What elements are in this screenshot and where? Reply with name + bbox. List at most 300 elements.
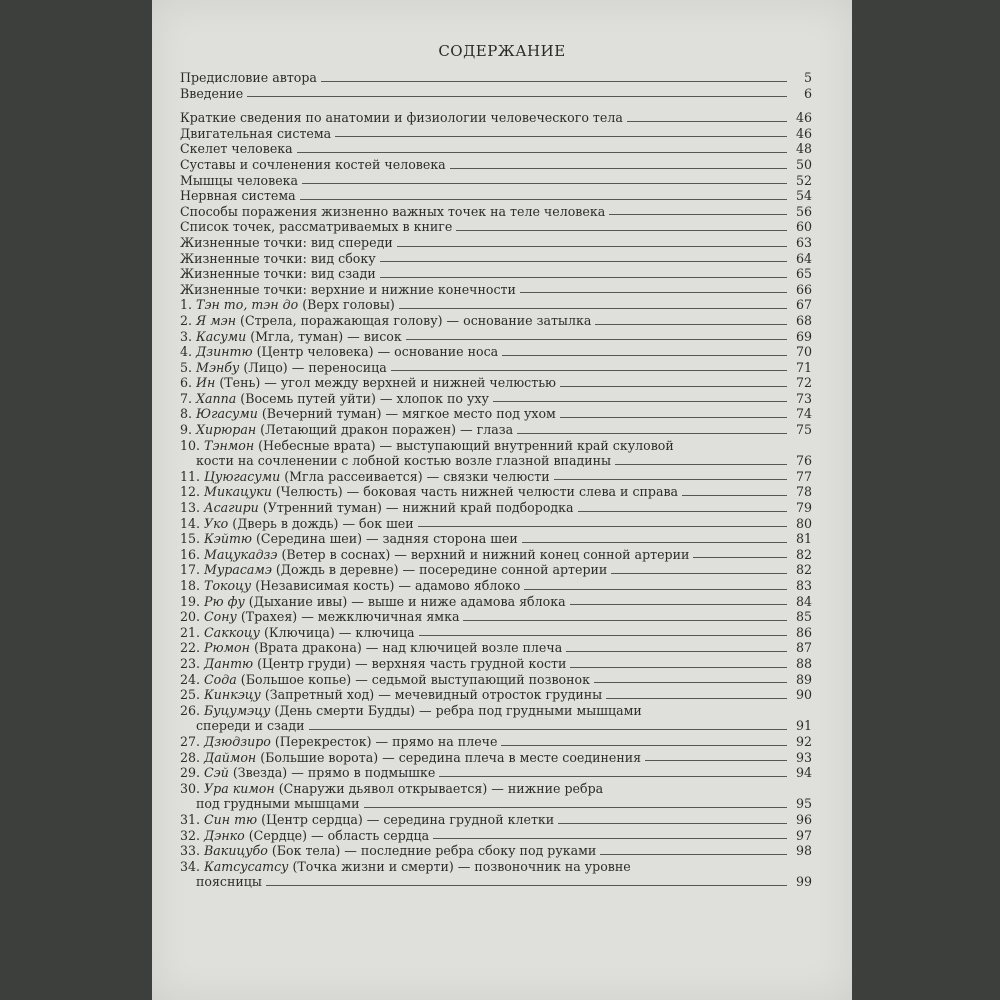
page-number: 99 bbox=[795, 874, 812, 890]
toc-entry-line bbox=[180, 594, 812, 610]
toc-entry-line bbox=[180, 562, 812, 578]
point-name: Буцумэцу bbox=[204, 702, 271, 718]
entry-number: 11. bbox=[180, 468, 201, 484]
toc-entry bbox=[180, 266, 812, 282]
toc-entry bbox=[180, 344, 812, 360]
toc-entry-line bbox=[180, 843, 812, 859]
entry-title: Жизненные точки: верхние и нижние конечности bbox=[180, 281, 516, 297]
point-name: Я мэн bbox=[196, 312, 237, 328]
page-number: 77 bbox=[795, 468, 812, 484]
entry-title: Нервная система bbox=[180, 188, 296, 204]
entry-description: (Центр сердца) — середина грудной клетки bbox=[261, 811, 555, 827]
dot-leader bbox=[522, 542, 787, 543]
entry-title: Предисловие автора bbox=[180, 70, 317, 85]
page-number: 92 bbox=[795, 733, 812, 749]
toc-entry-line bbox=[180, 126, 812, 142]
entry-title: Скелет человека bbox=[180, 141, 293, 157]
entry-description: (День смерти Будды) — ребра под грудными мышцами bbox=[274, 702, 642, 718]
toc-entry-line bbox=[180, 204, 812, 220]
toc-entry bbox=[180, 781, 812, 812]
entry-number: 12. bbox=[180, 484, 201, 500]
toc-entry-line bbox=[180, 672, 812, 688]
dot-leader bbox=[456, 230, 787, 231]
entry-title: Мышцы человека bbox=[180, 172, 299, 188]
entry-description-continued: поясницы bbox=[196, 874, 262, 890]
toc-entry bbox=[180, 859, 812, 890]
toc-entry-line bbox=[180, 297, 812, 313]
toc-entry bbox=[180, 656, 812, 672]
entry-number: 23. bbox=[180, 655, 201, 671]
toc-entry-line bbox=[180, 282, 812, 298]
entry-number: 24. bbox=[180, 671, 201, 687]
page-number: 50 bbox=[795, 156, 812, 172]
toc-entry bbox=[180, 578, 812, 594]
entry-number: 8. bbox=[180, 406, 193, 422]
entry-title: Краткие сведения по анатомии и физиологии человеческого тела bbox=[180, 110, 623, 126]
entry-description: (Мгла, туман) — висок bbox=[250, 328, 402, 344]
page-number: 75 bbox=[795, 422, 812, 438]
toc-entry-continuation bbox=[180, 718, 812, 734]
entry-description: (Перекресток) — прямо на плече bbox=[274, 733, 498, 749]
entry-description: (Ветер в соснах) — верхний и нижний конец сонной артерии bbox=[281, 546, 690, 562]
dot-leader bbox=[570, 667, 787, 668]
toc-entry-line bbox=[180, 750, 812, 766]
toc-entry-line bbox=[180, 313, 812, 329]
dot-leader bbox=[300, 199, 787, 200]
page-number: 80 bbox=[795, 515, 812, 531]
entry-description: (Восемь путей уйти) — хлопок по уху bbox=[240, 390, 489, 406]
toc-entry bbox=[180, 765, 812, 781]
page-number: 78 bbox=[795, 484, 812, 500]
entry-number: 1. bbox=[180, 297, 193, 313]
dot-leader bbox=[609, 214, 787, 215]
toc-entry-line bbox=[180, 344, 812, 360]
dot-leader bbox=[520, 292, 787, 293]
dot-leader bbox=[611, 573, 787, 574]
entry-description: (Снаружи дьявол открывается) — нижние ребра bbox=[278, 780, 604, 796]
entry-number: 21. bbox=[180, 624, 201, 640]
page-number: 6 bbox=[803, 85, 812, 101]
entry-description: (Небесные врата) — выступающий внутренний край скуловой bbox=[258, 437, 674, 453]
page-title: СОДЕРЖАНИЕ bbox=[438, 42, 566, 60]
toc-entry bbox=[180, 313, 812, 329]
dot-leader bbox=[517, 433, 787, 434]
entry-number: 27. bbox=[180, 733, 201, 749]
point-name: Хирюран bbox=[196, 422, 257, 438]
dot-leader bbox=[566, 651, 787, 652]
point-name: Мурасамэ bbox=[204, 562, 272, 578]
point-name: Асагири bbox=[204, 500, 259, 516]
toc-entry-line bbox=[180, 547, 812, 563]
page-number: 86 bbox=[795, 624, 812, 640]
point-name: Рюмон bbox=[204, 640, 250, 656]
page-number: 56 bbox=[795, 203, 812, 219]
entry-description: (Стрела, поражающая голову) — основание затылка bbox=[240, 312, 592, 328]
page-number: 48 bbox=[795, 141, 812, 157]
point-name: Катсусатсу bbox=[204, 858, 289, 874]
entry-description: (Летающий дракон поражен) — глаза bbox=[260, 422, 514, 438]
toc-entry bbox=[180, 219, 812, 235]
dot-leader bbox=[594, 682, 787, 683]
toc-entry bbox=[180, 391, 812, 407]
toc-entry-line bbox=[180, 578, 812, 594]
toc-entry bbox=[180, 609, 812, 625]
point-name: Мацукадзэ bbox=[204, 546, 278, 562]
point-name: Саккоцу bbox=[204, 624, 260, 640]
page-number: 83 bbox=[795, 578, 812, 593]
entry-title: Жизненные точки: вид сзади bbox=[180, 266, 376, 282]
dot-leader bbox=[501, 745, 787, 746]
dot-leader bbox=[595, 324, 787, 325]
entry-description: (Середина шеи) — задняя сторона шеи bbox=[256, 531, 518, 547]
page-number: 46 bbox=[795, 110, 812, 126]
entry-number: 2. bbox=[180, 312, 193, 328]
entry-title: Жизненные точки: вид сбоку bbox=[180, 250, 376, 266]
toc-entry bbox=[180, 625, 812, 641]
dot-leader bbox=[364, 807, 788, 808]
point-name: Тэн то, тэн до bbox=[196, 297, 299, 313]
entry-description: (Бок тела) — последние ребра сбоку под руками bbox=[271, 843, 597, 859]
toc-entry bbox=[180, 251, 812, 267]
page-number: 84 bbox=[795, 593, 812, 609]
entry-description: (Мгла рассеивается) — связки челюсти bbox=[284, 468, 550, 484]
entry-description-continued: кости на сочленении с лобной костью возле глазной впадины bbox=[196, 453, 612, 469]
toc-entry-line bbox=[180, 640, 812, 656]
entry-number: 18. bbox=[180, 578, 201, 593]
page-number: 95 bbox=[795, 796, 812, 812]
point-name: Касуми bbox=[196, 328, 247, 344]
toc-entry bbox=[180, 375, 812, 391]
page-number: 96 bbox=[795, 811, 812, 827]
entry-description: (Челюсть) — боковая часть нижней челюсти слева и справа bbox=[275, 484, 679, 500]
toc-entry bbox=[180, 329, 812, 345]
toc-entry bbox=[180, 297, 812, 313]
toc-entry bbox=[180, 500, 812, 516]
point-name: Кэйтю bbox=[204, 531, 252, 547]
entry-number: 13. bbox=[180, 500, 201, 516]
toc-entry-line bbox=[180, 500, 812, 516]
dot-leader bbox=[297, 152, 787, 153]
page-number: 64 bbox=[795, 250, 812, 266]
point-name: Югасуми bbox=[196, 406, 258, 422]
entry-description: (Точка жизни и смерти) — позвоночник на уровне bbox=[292, 858, 631, 874]
entry-number: 25. bbox=[180, 687, 201, 703]
toc-entry bbox=[180, 438, 812, 469]
toc-list bbox=[180, 70, 812, 890]
dot-leader bbox=[570, 604, 787, 605]
dot-leader bbox=[302, 183, 787, 184]
toc-entry-line bbox=[180, 859, 812, 875]
toc-entry bbox=[180, 204, 812, 220]
toc-entry bbox=[180, 110, 812, 126]
entry-description: (Дыхание ивы) — выше и ниже адамова яблока bbox=[248, 593, 566, 609]
page-number: 72 bbox=[795, 375, 812, 391]
entry-number: 26. bbox=[180, 702, 201, 718]
toc-entry bbox=[180, 594, 812, 610]
entry-description: (Звезда) — прямо в подмышке bbox=[232, 765, 436, 781]
toc-entry-line bbox=[180, 70, 812, 86]
entry-number: 22. bbox=[180, 640, 201, 656]
entry-number: 14. bbox=[180, 515, 201, 531]
entry-title: Жизненные точки: вид спереди bbox=[180, 234, 393, 250]
point-name: Сода bbox=[204, 671, 237, 687]
dot-leader bbox=[560, 386, 787, 387]
toc-entry bbox=[180, 173, 812, 189]
toc-entry-line bbox=[180, 422, 812, 438]
page-number: 87 bbox=[795, 640, 812, 656]
entry-description: (Дождь в деревне) — посередине сонной артерии bbox=[275, 562, 608, 578]
entry-number: 29. bbox=[180, 765, 201, 781]
toc-entry-continuation bbox=[180, 796, 812, 812]
toc-entry-line bbox=[180, 781, 812, 797]
toc-entry-continuation bbox=[180, 453, 812, 469]
point-name: Даймон bbox=[204, 749, 257, 765]
dot-leader bbox=[450, 168, 787, 169]
entry-number: 19. bbox=[180, 593, 201, 609]
toc-entry-line bbox=[180, 687, 812, 703]
dot-leader bbox=[524, 589, 787, 590]
entry-description-continued: под грудными мышцами bbox=[196, 796, 360, 812]
toc-entry-line bbox=[180, 828, 812, 844]
page-number: 76 bbox=[795, 453, 812, 469]
page-number: 5 bbox=[803, 70, 812, 85]
entry-description: (Тень) — угол между верхней и нижней челюстью bbox=[219, 375, 557, 391]
toc-entry bbox=[180, 235, 812, 251]
entry-number: 4. bbox=[180, 344, 193, 360]
toc-entry-line bbox=[180, 251, 812, 267]
toc-entry-line bbox=[180, 141, 812, 157]
toc-entry bbox=[180, 484, 812, 500]
point-name: Токоцу bbox=[204, 578, 252, 593]
entry-number: 10. bbox=[180, 437, 201, 453]
toc-entry bbox=[180, 547, 812, 563]
toc-entry bbox=[180, 86, 812, 102]
dot-leader bbox=[558, 823, 787, 824]
toc-entry bbox=[180, 188, 812, 204]
page-number: 67 bbox=[795, 297, 812, 313]
dot-leader bbox=[560, 417, 787, 418]
toc-entry-line bbox=[180, 235, 812, 251]
toc-entry-line bbox=[180, 406, 812, 422]
dot-leader bbox=[321, 81, 787, 82]
point-name: Сэй bbox=[204, 765, 229, 781]
entry-description: (Лицо) — переносица bbox=[243, 359, 387, 375]
toc-entry-line bbox=[180, 516, 812, 532]
dot-leader bbox=[419, 635, 787, 636]
toc-entry bbox=[180, 157, 812, 173]
page-number: 69 bbox=[795, 328, 812, 344]
point-name: Мэнбу bbox=[196, 359, 240, 375]
toc-entry-line bbox=[180, 484, 812, 500]
toc-entry-line bbox=[180, 734, 812, 750]
page-number: 88 bbox=[795, 655, 812, 671]
dot-leader bbox=[606, 698, 787, 699]
toc-entry bbox=[180, 734, 812, 750]
toc-entry bbox=[180, 562, 812, 578]
dot-leader bbox=[615, 464, 787, 465]
page-number: 54 bbox=[795, 188, 812, 204]
entry-number: 33. bbox=[180, 843, 201, 859]
page-number: 79 bbox=[795, 500, 812, 516]
entry-number: 28. bbox=[180, 749, 201, 765]
dot-leader bbox=[439, 776, 787, 777]
toc-entry bbox=[180, 360, 812, 376]
entry-number: 34. bbox=[180, 858, 201, 874]
entry-title: Способы поражения жизненно важных точек на теле человека bbox=[180, 203, 606, 219]
entry-description: (Утренний туман) — нижний край подбородка bbox=[262, 500, 574, 516]
point-name: Цуюгасуми bbox=[204, 468, 281, 484]
entry-description: (Центр человека) — основание носа bbox=[256, 344, 499, 360]
toc-entry-line bbox=[180, 375, 812, 391]
toc-entry bbox=[180, 672, 812, 688]
page-number: 70 bbox=[795, 344, 812, 360]
dot-leader bbox=[554, 479, 787, 480]
toc-entry bbox=[180, 703, 812, 734]
dot-leader bbox=[309, 729, 787, 730]
toc-entry-line bbox=[180, 609, 812, 625]
toc-entry-line bbox=[180, 438, 812, 454]
toc-entry-line bbox=[180, 173, 812, 189]
page-number: 85 bbox=[795, 609, 812, 625]
entry-number: 31. bbox=[180, 811, 201, 827]
page-number: 81 bbox=[795, 531, 812, 547]
point-name: Хаппа bbox=[196, 390, 237, 406]
dot-leader bbox=[433, 838, 787, 839]
entry-description: (Ключица) — ключица bbox=[263, 624, 415, 640]
dot-leader bbox=[406, 339, 787, 340]
toc-entry bbox=[180, 282, 812, 298]
page-number: 93 bbox=[795, 749, 812, 765]
toc-entry-line bbox=[180, 703, 812, 719]
entry-description: (Трахея) — межключичная ямка bbox=[240, 609, 460, 625]
point-name: Син тю bbox=[204, 811, 258, 827]
toc-entry bbox=[180, 750, 812, 766]
entry-number: 16. bbox=[180, 546, 201, 562]
entry-description: (Верх головы) bbox=[302, 297, 395, 313]
entry-number: 6. bbox=[180, 375, 193, 391]
toc-entry-line bbox=[180, 812, 812, 828]
page-number: 74 bbox=[795, 406, 812, 422]
entry-number: 20. bbox=[180, 609, 201, 625]
page-number: 68 bbox=[795, 312, 812, 328]
point-name: Кинкэцу bbox=[204, 687, 261, 703]
page-number: 73 bbox=[795, 390, 812, 406]
entry-description: (Запретный ход) — мечевидный отросток грудины bbox=[264, 687, 603, 703]
dot-leader bbox=[627, 121, 787, 122]
page-number: 91 bbox=[795, 718, 812, 734]
dot-leader bbox=[502, 355, 787, 356]
entry-number: 9. bbox=[180, 422, 193, 438]
entry-description: (Дверь в дождь) — бок шеи bbox=[232, 515, 414, 531]
toc-entry-line bbox=[180, 110, 812, 126]
dot-leader bbox=[380, 261, 787, 262]
point-name: Рю фу bbox=[204, 593, 245, 609]
toc-entry-line bbox=[180, 391, 812, 407]
page-number: 89 bbox=[795, 671, 812, 687]
point-name: Дантю bbox=[204, 655, 254, 671]
toc-entry-line bbox=[180, 219, 812, 235]
book-page bbox=[152, 0, 852, 1000]
point-name: Вакицубо bbox=[204, 843, 268, 859]
point-name: Уко bbox=[204, 515, 229, 531]
page-number: 98 bbox=[795, 843, 812, 859]
entry-number: 3. bbox=[180, 328, 193, 344]
toc-entry bbox=[180, 687, 812, 703]
dot-leader bbox=[682, 495, 787, 496]
page-number: 82 bbox=[795, 562, 812, 578]
table-of-contents bbox=[180, 70, 812, 890]
toc-entry bbox=[180, 812, 812, 828]
toc-entry bbox=[180, 126, 812, 142]
dot-leader bbox=[693, 557, 787, 558]
dot-leader bbox=[391, 370, 787, 371]
toc-entry-continuation bbox=[180, 874, 812, 890]
entry-number: 7. bbox=[180, 390, 193, 406]
entry-title: Список точек, рассматриваемых в книге bbox=[180, 219, 453, 235]
page-number: 82 bbox=[795, 546, 812, 562]
toc-entry bbox=[180, 516, 812, 532]
dot-leader bbox=[600, 854, 787, 855]
dot-leader bbox=[380, 277, 787, 278]
entry-description: (Сердце) — область сердца bbox=[248, 827, 430, 843]
entry-description: (Центр груди) — верхняя часть грудной кости bbox=[257, 655, 567, 671]
page-number: 90 bbox=[795, 687, 812, 703]
entry-description: (Врата дракона) — над ключицей возле плеча bbox=[253, 640, 563, 656]
dot-leader bbox=[266, 885, 787, 886]
entry-number: 15. bbox=[180, 531, 201, 547]
toc-entry bbox=[180, 141, 812, 157]
point-name: Дзинтю bbox=[196, 344, 253, 360]
page-number: 71 bbox=[795, 359, 812, 375]
point-name: Дзюдзиро bbox=[204, 733, 271, 749]
point-name: Сону bbox=[204, 609, 237, 625]
point-name: Ура кимон bbox=[204, 780, 275, 796]
dot-leader bbox=[578, 511, 787, 512]
toc-entry bbox=[180, 422, 812, 438]
point-name: Ин bbox=[196, 375, 216, 391]
page-number: 52 bbox=[795, 172, 812, 188]
point-name: Дэнко bbox=[204, 827, 245, 843]
dot-leader bbox=[645, 760, 787, 761]
toc-entry-line bbox=[180, 765, 812, 781]
entry-number: 30. bbox=[180, 780, 201, 796]
dot-leader bbox=[335, 136, 787, 137]
toc-entry bbox=[180, 828, 812, 844]
toc-entry bbox=[180, 843, 812, 859]
entry-title: Суставы и сочленения костей человека bbox=[180, 156, 446, 172]
toc-entry-line bbox=[180, 329, 812, 345]
dot-leader bbox=[463, 620, 787, 621]
entry-description: (Большое копье) — седьмой выступающий позвонок bbox=[240, 671, 590, 687]
toc-entry-line bbox=[180, 157, 812, 173]
entry-title: Двигательная система bbox=[180, 125, 332, 141]
toc-entry bbox=[180, 70, 812, 86]
toc-entry-line bbox=[180, 266, 812, 282]
toc-entry-line bbox=[180, 531, 812, 547]
toc-entry-line bbox=[180, 86, 812, 102]
page-number: 97 bbox=[795, 827, 812, 843]
page-number: 94 bbox=[795, 765, 812, 781]
dot-leader bbox=[493, 401, 787, 402]
entry-number: 32. bbox=[180, 827, 201, 843]
point-name: Микацуки bbox=[204, 484, 272, 500]
page-number: 46 bbox=[795, 125, 812, 141]
toc-entry bbox=[180, 406, 812, 422]
toc-entry-line bbox=[180, 360, 812, 376]
entry-description: (Большие ворота) — середина плеча в месте соединения bbox=[260, 749, 642, 765]
toc-entry-line bbox=[180, 656, 812, 672]
dot-leader bbox=[247, 96, 787, 97]
